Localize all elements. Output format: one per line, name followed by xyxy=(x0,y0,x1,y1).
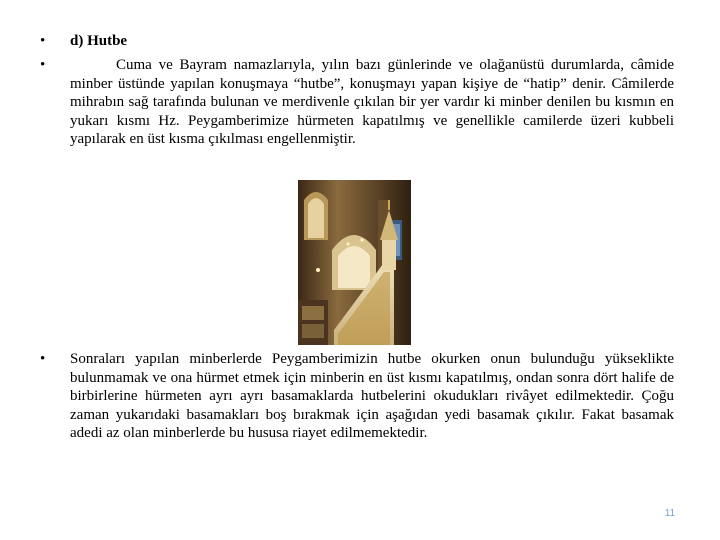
bullet-dot: • xyxy=(40,351,46,367)
bullet-dot: • xyxy=(40,57,46,73)
bullet-dot: • xyxy=(40,33,46,49)
page-number: 11 xyxy=(664,508,676,519)
minbar-photo xyxy=(298,180,411,345)
paragraph-minbar-steps: Sonraları yapılan minberlerde Peygamberimizin hutbe okurken onun bulunduğu yükseklikte bulunmamak ve ona hürmet etmek için minberin en üst kısmı kapatılmış, ondan sonra dört halife de birbirlerine hürmeten ayrı ayrı basamaklarda hutbelerini okudukları rivâyet edilmektedir. Çoğu zaman yukarıdaki basamakları boş bırakmak için aşağıdan yedi basamak çıkılır. Fakat basamak adedi az olan minberlerde bu hususa riayet edilmemektedir. xyxy=(70,351,674,441)
paragraph-hutbe-definition: Cuma ve Bayram namazlarıyla, yılın bazı günlerinde ve olağanüstü durumlarda, câmide minber üstünde yapılan konuşmaya “hutbe”, konuşmayı yapan kişiye de “hatip” denir. Câmilerde mihrabın sağ tarafında bulunan ve merdivenle çıkılan bir yer vardır ki minber denilen bu kısmın en yukarı kısmı Hz. Peygamberimize hürmeten kapatılmış ve genellikle camilerde üzeri kubbeli yapılarak en üst kısma çıkılması engellenmiştir. xyxy=(70,57,674,147)
section-heading: d) Hutbe xyxy=(70,33,128,49)
minbar-illustration xyxy=(298,180,411,345)
